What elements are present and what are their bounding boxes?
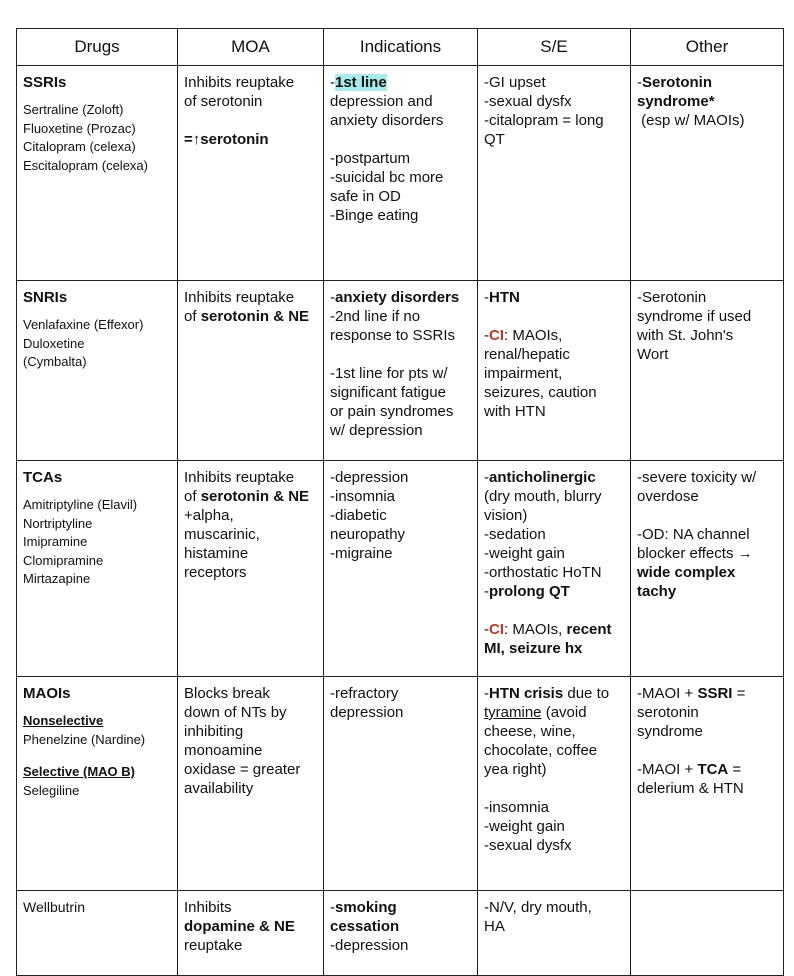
se-line: -N/V, dry mouth,: [484, 899, 592, 916]
other-line: -MAOI + SSRI =: [637, 685, 746, 702]
moa-effect: =↑serotonin: [184, 131, 269, 148]
se-line: seizures, caution: [484, 384, 597, 401]
header-indications: Indications: [324, 29, 478, 66]
other-line: overdose: [637, 488, 699, 505]
other-line: Wort: [637, 346, 669, 363]
cell-indications: [324, 891, 478, 976]
other-line: with St. John's: [637, 327, 734, 344]
se-line: with HTN: [484, 403, 546, 420]
se-line: impairment,: [484, 365, 563, 382]
se-line: -orthostatic HoTN: [484, 564, 602, 581]
indication-line: -depression: [330, 937, 409, 954]
header-other: Other: [631, 29, 784, 66]
table-row-ssris: [17, 66, 784, 281]
drug-subclass-title: Nonselective: [23, 713, 104, 728]
moa-line: of serotonin & NE: [184, 488, 310, 505]
indication-line: -depression: [330, 469, 409, 486]
cell-indications: [324, 677, 478, 891]
cell-indications: [324, 461, 478, 677]
moa-line: reuptake: [184, 937, 243, 954]
moa-line: down of NTs by: [184, 704, 287, 721]
cell-indications: [324, 66, 478, 281]
se-line: -sexual dysfx: [484, 93, 572, 110]
cell-moa: [178, 281, 324, 461]
indication-line: -insomnia: [330, 488, 396, 505]
header-moa: MOA: [178, 29, 324, 66]
indication-line: -Binge eating: [330, 207, 419, 224]
indication-line: depression and: [330, 93, 433, 110]
drug-name: Wellbutrin: [23, 899, 85, 915]
se-line: chocolate, coffee: [484, 742, 598, 759]
drug-name: Mirtazapine: [23, 571, 91, 586]
drug-name: (Cymbalta): [23, 354, 87, 369]
antidepressant-table: [16, 28, 784, 976]
other-line: -OD: NA channel: [637, 526, 750, 543]
se-line: vision): [484, 507, 528, 524]
se-line: MI, seizure hx: [484, 640, 583, 657]
drug-class-title: TCAs: [23, 469, 63, 486]
se-line: -prolong QT: [484, 583, 570, 600]
indication-line: -2nd line if no: [330, 308, 421, 325]
moa-line: Inhibits reuptake: [184, 469, 295, 486]
highlighted-text: 1st line: [335, 74, 387, 91]
cell-se: [478, 677, 631, 891]
other-line: serotonin: [637, 704, 699, 721]
cell-other: [631, 281, 784, 461]
cell-se: [478, 281, 631, 461]
table-row-wellbutrin: [17, 891, 784, 976]
drug-name: Imipramine: [23, 534, 88, 549]
other-line: syndrome: [637, 723, 703, 740]
ci-label: CI: [489, 327, 504, 344]
indication-line: -migraine: [330, 545, 393, 562]
moa-line: Inhibits reuptake: [184, 74, 295, 91]
drug-name: Venlafaxine (Effexor): [23, 317, 144, 332]
drug-name: Citalopram (celexa): [23, 139, 136, 154]
indication-line: anxiety disorders: [330, 112, 444, 129]
cell-moa: [178, 66, 324, 281]
header-row: [17, 29, 784, 66]
drug-name: Fluoxetine (Prozac): [23, 120, 136, 136]
indication-line: depression: [330, 704, 404, 721]
table-row-maois: [17, 677, 784, 891]
se-line: -GI upset: [484, 74, 546, 91]
se-line: -anticholinergic: [484, 469, 596, 486]
drug-name: Phenelzine (Nardine): [23, 731, 146, 747]
moa-line: receptors: [184, 564, 247, 581]
cell-moa: [178, 461, 324, 677]
cell-other-empty: [631, 891, 784, 976]
moa-line: +alpha,: [184, 507, 234, 524]
drug-class-title: MAOIs: [23, 685, 71, 702]
other-line: delerium & HTN: [637, 780, 744, 797]
moa-line: muscarinic,: [184, 526, 260, 543]
other-line: -Serotonin: [637, 289, 707, 306]
se-line: -sexual dysfx: [484, 837, 572, 854]
other-line: -MAOI + TCA =: [637, 761, 742, 778]
indication-line: -suicidal bc more: [330, 169, 444, 186]
drug-name: Nortriptyline: [23, 515, 93, 531]
drug-name: Duloxetine: [23, 335, 85, 351]
se-line: -sedation: [484, 526, 546, 543]
cell-other: [631, 461, 784, 677]
se-line: -weight gain: [484, 545, 565, 562]
cell-other: [631, 66, 784, 281]
se-line: (dry mouth, blurry: [484, 488, 602, 505]
moa-line: dopamine & NE: [184, 918, 295, 935]
se-line: cheese, wine,: [484, 723, 576, 740]
header-drugs: Drugs: [17, 29, 178, 66]
moa-line: monoamine: [184, 742, 263, 759]
se-line: yea right): [484, 761, 547, 778]
indication-line: significant fatigue: [330, 384, 446, 401]
drug-class-title: SSRIs: [23, 74, 67, 91]
moa-line: Blocks break: [184, 685, 270, 702]
se-line: QT: [484, 131, 505, 148]
drug-name: Clomipramine: [23, 552, 104, 568]
other-line: syndrome if used: [637, 308, 752, 325]
se-line: -HTN: [484, 289, 520, 306]
drug-subclass-title: Selective (MAO B): [23, 764, 135, 779]
moa-line: oxidase = greater: [184, 761, 301, 778]
indication-line: response to SSRIs: [330, 327, 456, 344]
table-row-snris: [17, 281, 784, 461]
other-line: -severe toxicity w/: [637, 469, 757, 486]
moa-line: histamine: [184, 545, 249, 562]
cell-drugs: [17, 281, 178, 461]
other-line: (esp w/ MAOIs): [637, 112, 745, 129]
cell-drugs: [17, 677, 178, 891]
moa-line: availability: [184, 780, 254, 797]
indication-line: -diabetic: [330, 507, 387, 524]
drug-name: Escitalopram (celexa): [23, 157, 148, 173]
se-line: renal/hepatic: [484, 346, 570, 363]
cell-other: [631, 677, 784, 891]
indication-line: -anxiety disorders: [330, 289, 460, 306]
indication-line: -1st line for pts w/: [330, 365, 448, 382]
se-line: HA: [484, 918, 505, 935]
cell-indications: [324, 281, 478, 461]
moa-line: of serotonin & NE: [184, 308, 310, 325]
indication-line: cessation: [330, 918, 400, 935]
cell-se: [478, 461, 631, 677]
other-line: tachy: [637, 583, 677, 600]
header-se: S/E: [478, 29, 631, 66]
contraindication-line: -CI: MAOIs, recent: [484, 621, 612, 638]
cell-moa: [178, 891, 324, 976]
se-line: tyramine (avoid: [484, 704, 587, 721]
moa-line: of serotonin: [184, 93, 263, 110]
indication-line: -refractory: [330, 685, 399, 702]
moa-line: Inhibits reuptake: [184, 289, 295, 306]
indication-line: -1st line: [330, 74, 387, 91]
drug-name: Amitriptyline (Elavil): [23, 497, 138, 512]
drug-class-title: SNRIs: [23, 289, 68, 306]
cell-drugs: [17, 66, 178, 281]
indication-line: neuropathy: [330, 526, 406, 543]
cell-se: [478, 66, 631, 281]
ci-label: CI: [489, 621, 504, 638]
drug-name: Sertraline (Zoloft): [23, 102, 124, 117]
cell-moa: [178, 677, 324, 891]
cell-se: [478, 891, 631, 976]
indication-line: -postpartum: [330, 150, 411, 167]
cell-drugs: [17, 461, 178, 677]
moa-line: Inhibits: [184, 899, 232, 916]
other-line: syndrome*: [637, 93, 715, 110]
other-line: -Serotonin: [637, 74, 712, 91]
se-line: -citalopram = long: [484, 112, 604, 129]
se-line: -HTN crisis due to: [484, 685, 610, 702]
se-line: -weight gain: [484, 818, 565, 835]
indication-line: w/ depression: [330, 422, 423, 439]
contraindication-line: -CI: MAOIs,: [484, 327, 563, 344]
indication-line: safe in OD: [330, 188, 401, 205]
other-line: wide complex: [637, 564, 736, 581]
indication-line: -smoking: [330, 899, 397, 916]
se-line: -insomnia: [484, 799, 550, 816]
moa-line: inhibiting: [184, 723, 244, 740]
indication-line: or pain syndromes: [330, 403, 454, 420]
other-line: blocker effects →: [637, 545, 753, 562]
table-row-tcas: [17, 461, 784, 677]
drug-name: Selegiline: [23, 782, 80, 798]
cell-drugs: [17, 891, 178, 976]
